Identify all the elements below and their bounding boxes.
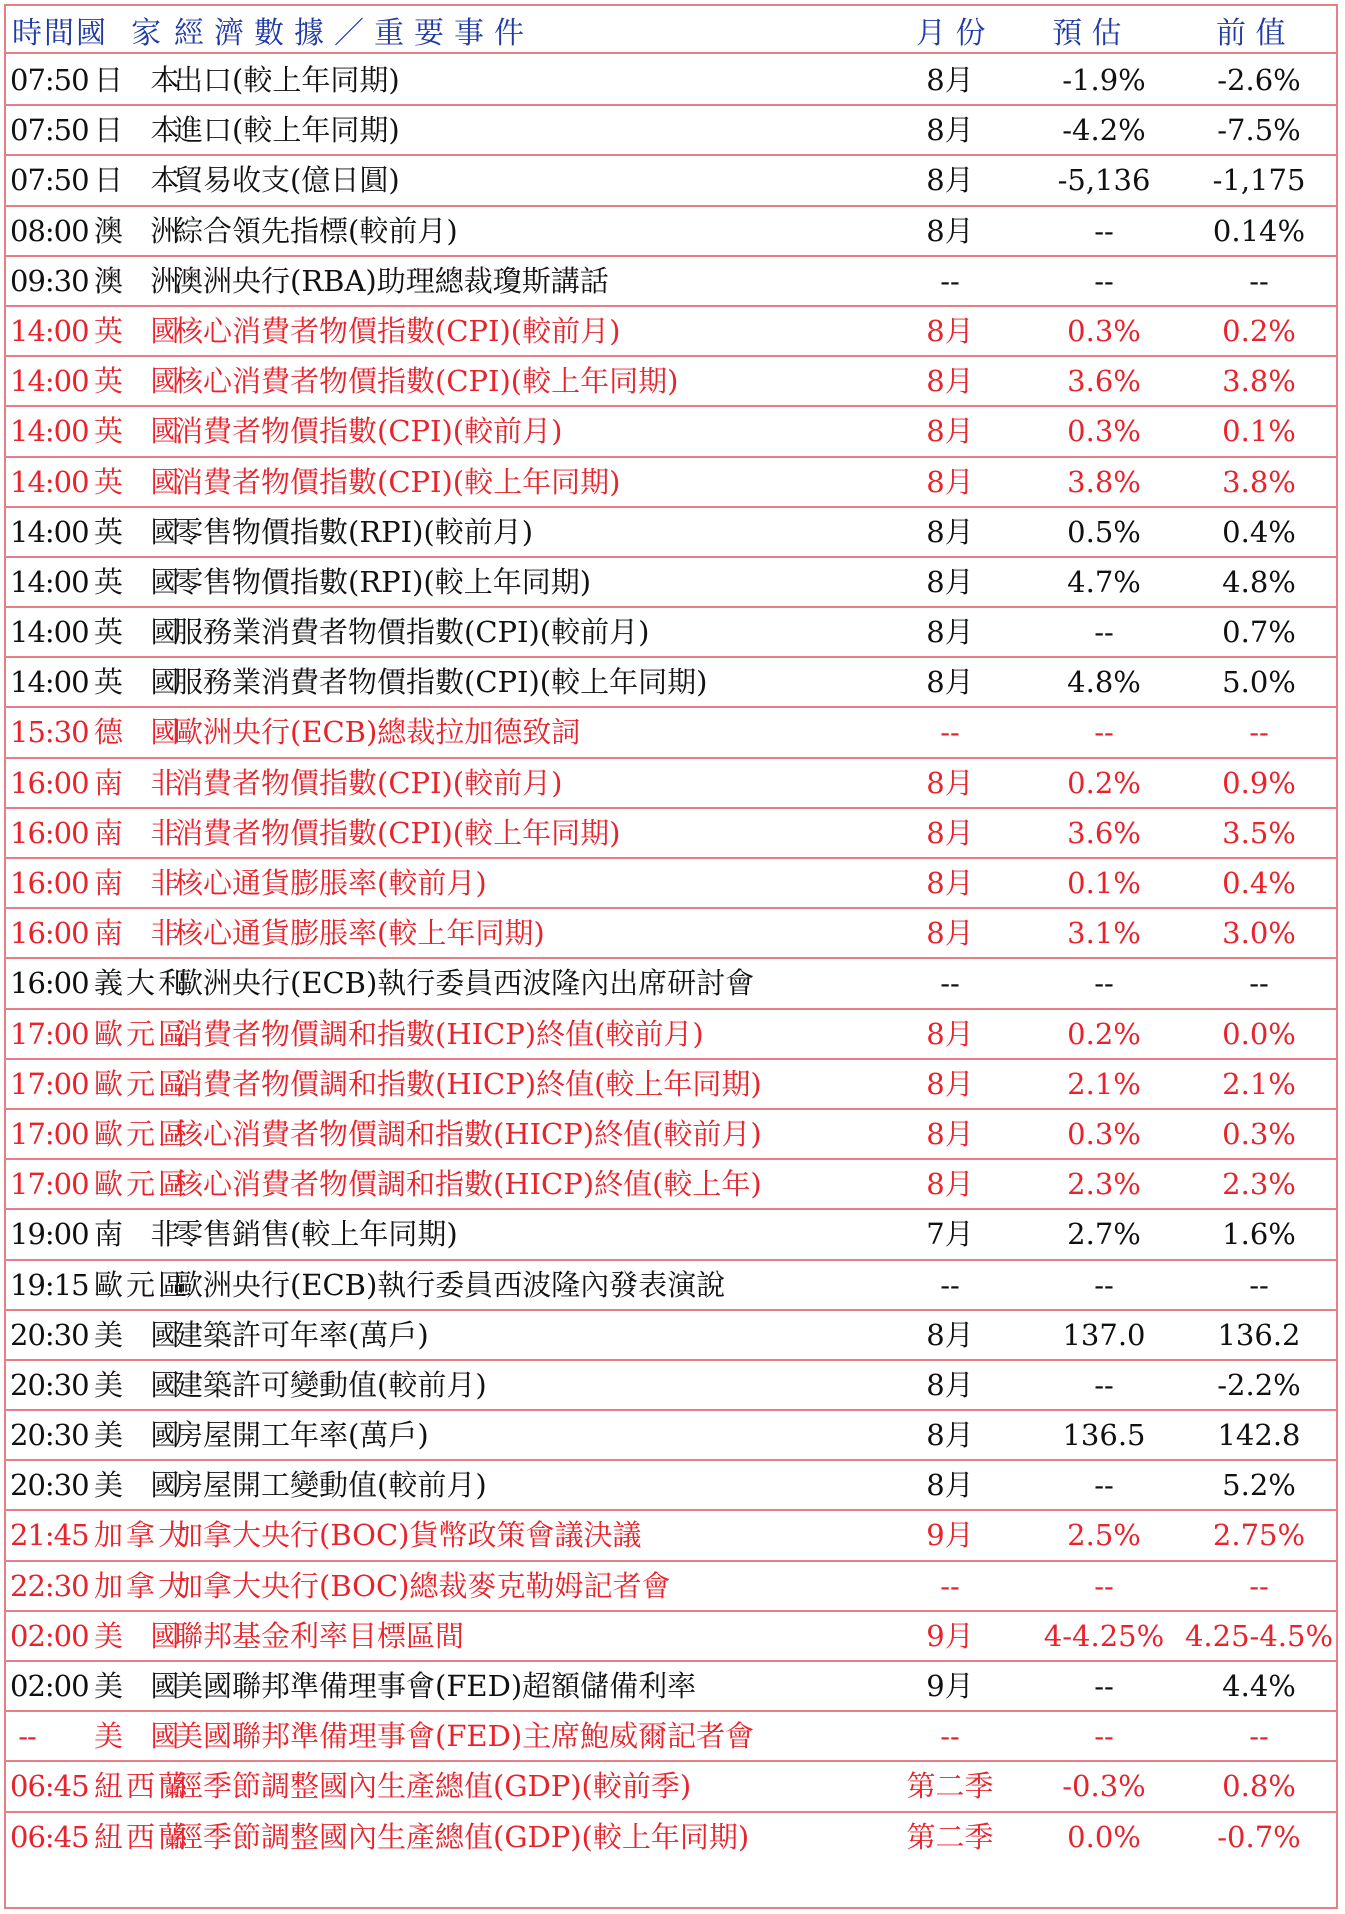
cell-forecast: -- — [1094, 263, 1114, 298]
cell-month: -- — [940, 1719, 960, 1754]
cell-country: 南 非 — [94, 765, 183, 800]
cell-country: 美 國 — [94, 1618, 183, 1653]
cell-forecast: 3.6% — [1067, 815, 1141, 850]
table-row — [6, 1562, 1336, 1612]
cell-country: 英 國 — [94, 514, 183, 549]
cell-country: 日 本 — [94, 113, 183, 148]
cell-forecast: -- — [1094, 1669, 1114, 1703]
cell-event: 進口(較上年同期) — [174, 113, 400, 148]
cell-forecast: -4.2% — [1062, 113, 1146, 148]
cell-forecast: 0.3% — [1067, 414, 1141, 449]
cell-month: 8月 — [926, 615, 974, 650]
table-row — [6, 809, 1336, 859]
cell-country: 英 國 — [94, 615, 183, 650]
cell-time: 20:30 — [10, 1367, 89, 1402]
cell-time: 21:45 — [10, 1518, 89, 1553]
cell-previous: -- — [1249, 715, 1269, 750]
cell-event: 經季節調整國內生產總值(GDP)(較前季) — [174, 1769, 692, 1804]
cell-month: 8月 — [926, 514, 974, 549]
cell-forecast: 3.8% — [1067, 464, 1141, 499]
cell-month: 第二季 — [906, 1769, 994, 1804]
cell-country: 美 國 — [94, 1468, 183, 1503]
cell-forecast: 0.3% — [1067, 1116, 1141, 1151]
cell-previous: 0.2% — [1222, 313, 1296, 348]
table-row — [6, 1261, 1336, 1311]
cell-event: 綜合領先指標(較前月) — [174, 213, 458, 248]
cell-country: 歐元區 — [94, 1267, 191, 1302]
table-row — [6, 357, 1336, 407]
cell-time: 20:30 — [10, 1468, 89, 1503]
cell-time: 07:50 — [10, 63, 89, 97]
table-row — [6, 257, 1336, 307]
cell-month: 8月 — [926, 1418, 974, 1453]
cell-month: -- — [940, 1267, 960, 1302]
cell-event: 出口(較上年同期) — [174, 63, 400, 97]
cell-country: 日 本 — [94, 63, 183, 97]
cell-country: 加拿大 — [94, 1568, 191, 1603]
table-row — [6, 1712, 1336, 1762]
cell-month: 8月 — [926, 364, 974, 399]
cell-time: 14:00 — [10, 615, 89, 650]
cell-country: 英 國 — [94, 364, 183, 399]
cell-event: 零售物價指數(RPI)(較前月) — [174, 514, 534, 549]
cell-previous: 3.8% — [1222, 364, 1296, 399]
table-row — [6, 608, 1336, 658]
header-time-country: 時間國 家 — [12, 16, 164, 51]
cell-month: 8月 — [926, 63, 974, 97]
table-row — [6, 1110, 1336, 1160]
cell-month: 9月 — [926, 1518, 974, 1553]
table-row — [6, 1361, 1336, 1411]
cell-event: 聯邦基金利率目標區間 — [174, 1618, 465, 1653]
cell-previous: 3.0% — [1222, 916, 1296, 951]
cell-time: 15:30 — [10, 715, 89, 750]
cell-forecast: -- — [1094, 966, 1114, 1001]
table-row — [6, 959, 1336, 1009]
cell-previous: 142.8 — [1217, 1418, 1301, 1453]
table-body — [6, 56, 1336, 1863]
cell-previous: -1,175 — [1212, 163, 1306, 198]
cell-country: 美 國 — [94, 1367, 183, 1402]
cell-time: 14:00 — [10, 414, 89, 449]
cell-month: 8月 — [926, 464, 974, 499]
cell-country: 英 國 — [94, 313, 183, 348]
cell-event: 消費者物價調和指數(HICP)終值(較前月) — [174, 1016, 704, 1051]
cell-country: 南 非 — [94, 1217, 183, 1252]
cell-event: 美國聯邦準備理事會(FED)主席鮑威爾記者會 — [174, 1719, 755, 1754]
cell-country: 歐元區 — [94, 1167, 191, 1202]
table-row — [6, 1411, 1336, 1461]
cell-previous: 5.0% — [1222, 665, 1296, 700]
table-row — [6, 307, 1336, 357]
cell-country: 歐元區 — [94, 1116, 191, 1151]
cell-event: 歐洲央行(ECB)執行委員西波隆內發表演說 — [174, 1267, 726, 1302]
table-row — [6, 407, 1336, 457]
cell-previous: 0.8% — [1222, 1769, 1296, 1804]
cell-forecast: 2.3% — [1067, 1167, 1141, 1202]
cell-forecast: -- — [1094, 213, 1114, 248]
cell-month: -- — [940, 1568, 960, 1603]
cell-month: -- — [940, 715, 960, 750]
cell-previous: -- — [1249, 1568, 1269, 1603]
cell-country: 義大利 — [94, 966, 191, 1001]
cell-country: 歐元區 — [94, 1066, 191, 1101]
cell-time: 02:00 — [10, 1618, 89, 1653]
cell-country: 美 國 — [94, 1669, 183, 1703]
cell-month: 8月 — [926, 163, 974, 198]
table-row — [6, 859, 1336, 909]
cell-country: 英 國 — [94, 414, 183, 449]
cell-previous: 0.4% — [1222, 866, 1296, 900]
cell-event: 建築許可年率(萬戶) — [174, 1317, 429, 1352]
cell-country: 歐元區 — [94, 1016, 191, 1051]
cell-country: 英 國 — [94, 665, 183, 700]
table-row — [6, 458, 1336, 508]
cell-forecast: 4-4.25% — [1043, 1618, 1165, 1653]
cell-event: 房屋開工變動值(較前月) — [174, 1468, 487, 1503]
table-row — [6, 658, 1336, 708]
cell-time: 14:00 — [10, 364, 89, 399]
cell-country: 南 非 — [94, 815, 183, 850]
cell-previous: -7.5% — [1217, 113, 1301, 148]
cell-time: 06:45 — [10, 1769, 89, 1804]
cell-event: 核心通貨膨脹率(較前月) — [174, 866, 487, 900]
table-row — [6, 1762, 1336, 1812]
table-row — [6, 56, 1336, 106]
cell-previous: 0.1% — [1222, 414, 1296, 449]
cell-time: 20:30 — [10, 1418, 89, 1453]
cell-time: 02:00 — [10, 1669, 89, 1703]
cell-previous: 0.0% — [1222, 1016, 1296, 1051]
cell-previous: 2.3% — [1222, 1167, 1296, 1202]
table-header — [4, 4, 1338, 54]
cell-country: 英 國 — [94, 464, 183, 499]
table-row — [6, 1160, 1336, 1210]
table-row — [6, 1311, 1336, 1361]
cell-forecast: -- — [1094, 715, 1114, 750]
table-row — [6, 909, 1336, 959]
cell-forecast: 3.6% — [1067, 364, 1141, 399]
cell-month: 7月 — [926, 1217, 974, 1252]
cell-forecast: 0.3% — [1067, 313, 1141, 348]
table-row — [6, 759, 1336, 809]
cell-event: 核心消費者物價指數(CPI)(較前月) — [174, 313, 621, 348]
cell-forecast: -- — [1094, 1267, 1114, 1302]
table-row — [6, 1461, 1336, 1511]
cell-country: 英 國 — [94, 564, 183, 599]
cell-time: 17:00 — [10, 1016, 89, 1051]
cell-forecast: -- — [1094, 1367, 1114, 1402]
cell-time: 08:00 — [10, 213, 89, 248]
table-row — [6, 508, 1336, 558]
cell-previous: -0.7% — [1217, 1819, 1301, 1854]
cell-event: 房屋開工年率(萬戶) — [174, 1418, 429, 1453]
cell-time: -- — [10, 1719, 45, 1754]
table-row — [6, 1511, 1336, 1561]
cell-previous: -- — [1249, 263, 1269, 298]
cell-previous: 4.25-4.5% — [1184, 1618, 1334, 1653]
cell-month: 8月 — [926, 815, 974, 850]
header-forecast: 預 估 — [1052, 16, 1122, 51]
cell-previous: 0.14% — [1212, 213, 1306, 248]
cell-event: 消費者物價指數(CPI)(較上年同期) — [174, 464, 621, 499]
cell-time: 16:00 — [10, 815, 89, 850]
cell-month: 8月 — [926, 765, 974, 800]
cell-country: 德 國 — [94, 715, 183, 750]
cell-country: 澳 洲 — [94, 263, 183, 298]
table-row — [6, 106, 1336, 156]
cell-time: 17:00 — [10, 1116, 89, 1151]
cell-forecast: 4.8% — [1067, 665, 1141, 700]
cell-time: 14:00 — [10, 313, 89, 348]
cell-previous: -2.2% — [1217, 1367, 1301, 1402]
cell-month: 8月 — [926, 313, 974, 348]
cell-forecast: 136.5 — [1062, 1418, 1146, 1453]
cell-country: 美 國 — [94, 1719, 183, 1754]
cell-forecast: 0.0% — [1067, 1819, 1141, 1854]
cell-previous: 0.7% — [1222, 615, 1296, 650]
table-row — [6, 1060, 1336, 1110]
cell-time: 16:00 — [10, 966, 89, 1001]
cell-event: 歐洲央行(ECB)執行委員西波隆內出席研討會 — [174, 966, 755, 1001]
cell-previous: 3.8% — [1222, 464, 1296, 499]
cell-forecast: 137.0 — [1062, 1317, 1146, 1352]
cell-country: 澳 洲 — [94, 213, 183, 248]
cell-previous: -- — [1249, 1719, 1269, 1754]
cell-month: 8月 — [926, 916, 974, 951]
cell-event: 消費者物價指數(CPI)(較上年同期) — [174, 815, 621, 850]
cell-event: 消費者物價調和指數(HICP)終值(較上年同期) — [174, 1066, 762, 1101]
cell-event: 核心通貨膨脹率(較上年同期) — [174, 916, 545, 951]
cell-month: 第二季 — [906, 1819, 994, 1854]
cell-event: 零售物價指數(RPI)(較上年同期) — [174, 564, 592, 599]
table-row — [6, 207, 1336, 257]
cell-previous: 3.5% — [1222, 815, 1296, 850]
table-row — [6, 558, 1336, 608]
cell-event: 加拿大央行(BOC)總裁麥克勒姆記者會 — [174, 1568, 671, 1603]
cell-time: 14:00 — [10, 514, 89, 549]
cell-forecast: 0.5% — [1067, 514, 1141, 549]
cell-previous: -- — [1249, 966, 1269, 1001]
cell-time: 14:00 — [10, 464, 89, 499]
cell-month: 8月 — [926, 113, 974, 148]
cell-previous: 4.8% — [1222, 564, 1296, 599]
cell-forecast: -- — [1094, 1468, 1114, 1503]
cell-forecast: 2.1% — [1067, 1066, 1141, 1101]
table-row — [6, 708, 1336, 758]
cell-country: 紐西蘭 — [94, 1819, 191, 1854]
cell-time: 19:15 — [10, 1267, 89, 1302]
cell-month: 8月 — [926, 866, 974, 900]
table-row — [6, 1813, 1336, 1863]
cell-country: 加拿大 — [94, 1518, 191, 1553]
cell-month: -- — [940, 966, 960, 1001]
cell-event: 核心消費者物價調和指數(HICP)終值(較前月) — [174, 1116, 762, 1151]
cell-previous: -2.6% — [1217, 63, 1301, 97]
cell-forecast: -1.9% — [1062, 63, 1146, 97]
cell-event: 核心消費者物價指數(CPI)(較上年同期) — [174, 364, 679, 399]
cell-event: 歐洲央行(ECB)總裁拉加德致詞 — [174, 715, 581, 750]
cell-country: 美 國 — [94, 1418, 183, 1453]
cell-forecast: -0.3% — [1062, 1769, 1146, 1804]
cell-time: 07:50 — [10, 163, 89, 198]
cell-forecast: 4.7% — [1067, 564, 1141, 599]
table-row — [6, 1010, 1336, 1060]
cell-time: 06:45 — [10, 1819, 89, 1854]
cell-event: 經季節調整國內生產總值(GDP)(較上年同期) — [174, 1819, 750, 1854]
cell-month: -- — [940, 263, 960, 298]
table-row — [6, 1612, 1336, 1662]
cell-time: 16:00 — [10, 916, 89, 951]
cell-time: 14:00 — [10, 564, 89, 599]
cell-forecast: 0.1% — [1067, 866, 1141, 900]
cell-month: 8月 — [926, 1116, 974, 1151]
cell-country: 南 非 — [94, 866, 183, 900]
cell-event: 服務業消費者物價指數(CPI)(較前月) — [174, 615, 650, 650]
cell-previous: 0.3% — [1222, 1116, 1296, 1151]
cell-month: 8月 — [926, 1167, 974, 1202]
cell-event: 加拿大央行(BOC)貨幣政策會議決議 — [174, 1518, 642, 1553]
cell-month: 8月 — [926, 1367, 974, 1402]
cell-event: 零售銷售(較上年同期) — [174, 1217, 458, 1252]
cell-month: 8月 — [926, 414, 974, 449]
cell-previous: 4.4% — [1222, 1669, 1296, 1703]
cell-time: 20:30 — [10, 1317, 89, 1352]
cell-country: 美 國 — [94, 1317, 183, 1352]
cell-month: 9月 — [926, 1669, 974, 1703]
cell-time: 19:00 — [10, 1217, 89, 1252]
cell-event: 美國聯邦準備理事會(FED)超額儲備利率 — [174, 1669, 697, 1703]
cell-forecast: 3.1% — [1067, 916, 1141, 951]
cell-time: 16:00 — [10, 866, 89, 900]
cell-time: 07:50 — [10, 113, 89, 148]
cell-month: 9月 — [926, 1618, 974, 1653]
cell-event: 消費者物價指數(CPI)(較前月) — [174, 765, 563, 800]
cell-time: 09:30 — [10, 263, 89, 298]
cell-time: 22:30 — [10, 1568, 89, 1603]
cell-previous: 0.9% — [1222, 765, 1296, 800]
table-row — [6, 156, 1336, 206]
cell-previous: 136.2 — [1217, 1317, 1301, 1352]
table-row — [6, 1210, 1336, 1260]
table-row — [6, 1662, 1336, 1712]
cell-previous: 2.75% — [1212, 1518, 1306, 1553]
cell-forecast: 0.2% — [1067, 765, 1141, 800]
cell-month: 8月 — [926, 665, 974, 700]
cell-time: 16:00 — [10, 765, 89, 800]
cell-month: 8月 — [926, 1468, 974, 1503]
cell-previous: 2.1% — [1222, 1066, 1296, 1101]
cell-event: 建築許可變動值(較前月) — [174, 1367, 487, 1402]
cell-forecast: -5,136 — [1057, 163, 1151, 198]
cell-month: 8月 — [926, 1066, 974, 1101]
cell-previous: 5.2% — [1222, 1468, 1296, 1503]
cell-country: 南 非 — [94, 916, 183, 951]
cell-event: 核心消費者物價調和指數(HICP)終值(較上年) — [174, 1167, 762, 1202]
cell-forecast: 0.2% — [1067, 1016, 1141, 1051]
cell-month: 8月 — [926, 1016, 974, 1051]
cell-time: 17:00 — [10, 1167, 89, 1202]
cell-country: 日 本 — [94, 163, 183, 198]
cell-event: 消費者物價指數(CPI)(較前月) — [174, 414, 563, 449]
cell-forecast: -- — [1094, 615, 1114, 650]
cell-time: 17:00 — [10, 1066, 89, 1101]
cell-forecast: -- — [1094, 1719, 1114, 1754]
cell-event: 澳洲央行(RBA)助理總裁瓊斯講話 — [174, 263, 609, 298]
cell-event: 服務業消費者物價指數(CPI)(較上年同期) — [174, 665, 708, 700]
cell-forecast: -- — [1094, 1568, 1114, 1603]
cell-month: 8月 — [926, 564, 974, 599]
cell-month: 8月 — [926, 1317, 974, 1352]
header-previous: 前 值 — [1216, 16, 1286, 51]
cell-month: 8月 — [926, 213, 974, 248]
cell-previous: 1.6% — [1222, 1217, 1296, 1252]
header-event: 經濟數據／重要事件 — [174, 16, 534, 51]
cell-previous: -- — [1249, 1267, 1269, 1302]
cell-forecast: 2.5% — [1067, 1518, 1141, 1553]
cell-country: 紐西蘭 — [94, 1769, 191, 1804]
cell-event: 貿易收支(億日圓) — [174, 163, 400, 198]
header-month: 月 份 — [916, 16, 986, 51]
cell-time: 14:00 — [10, 665, 89, 700]
cell-forecast: 2.7% — [1067, 1217, 1141, 1252]
cell-previous: 0.4% — [1222, 514, 1296, 549]
